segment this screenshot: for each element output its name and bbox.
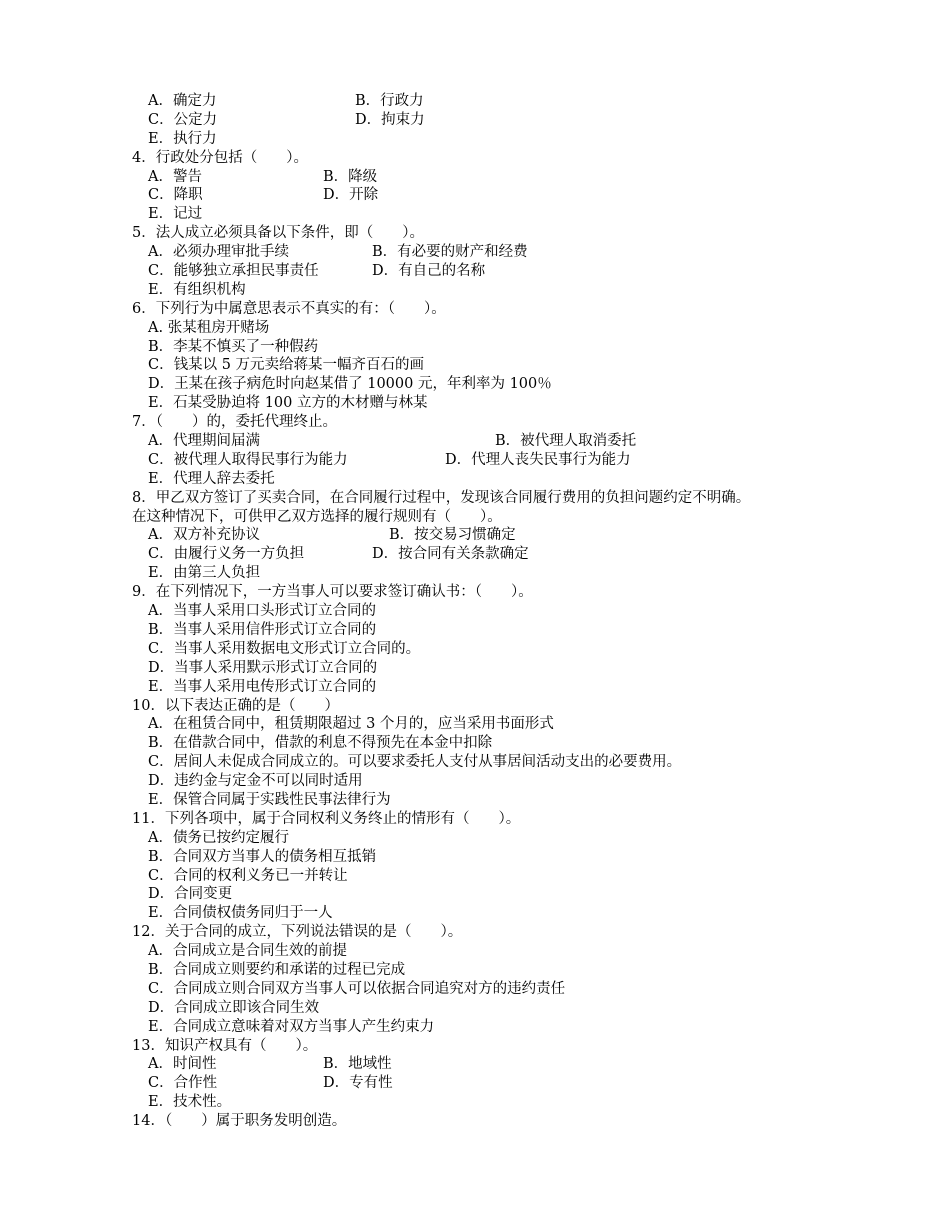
- answer-option: C．当事人采用数据电文形式订立合同的。: [148, 640, 421, 657]
- answer-option: C．钱某以 5 万元卖给蒋某一幅齐百石的画: [148, 357, 425, 374]
- answer-option: C．被代理人取得民事行为能力: [148, 451, 348, 468]
- answer-option: B．被代理人取消委托: [495, 433, 637, 450]
- answer-option: D．按合同有关条款确定: [372, 546, 529, 563]
- answer-option: A．当事人采用口头形式订立合同的: [148, 603, 376, 620]
- answer-option: E．合同债权债务同归于一人: [148, 905, 333, 922]
- answer-option-row: [132, 111, 832, 130]
- answer-option: A．在租赁合同中，租赁期限超过 3 个月的，应当采用书面形式: [148, 716, 554, 733]
- answer-option: D．代理人丧失民事行为能力: [445, 451, 631, 468]
- answer-option-row: [132, 186, 832, 205]
- answer-option: D．违约金与定金不可以同时适用: [148, 773, 363, 790]
- answer-option: A．代理期间届满: [148, 433, 260, 450]
- answer-option-row: [132, 1055, 832, 1074]
- answer-option: E．石某受胁迫将 100 立方的木材赠与林某: [148, 395, 428, 412]
- answer-option: D．合同变更: [148, 886, 233, 903]
- answer-option-row: [132, 92, 832, 111]
- question-stem: 10．以下表达正确的是（ ）: [132, 697, 339, 714]
- answer-option: D．合同成立即该合同生效: [148, 999, 320, 1016]
- answer-option: A．合同成立是合同生效的前提: [148, 943, 347, 960]
- answer-option: D．开除: [323, 187, 379, 204]
- question-stem: 6．下列行为中属意思表示不真实的有：（ ）。: [132, 300, 446, 317]
- answer-option: B．有必要的财产和经费: [372, 244, 528, 261]
- answer-option: E．代理人辞去委托: [148, 470, 275, 487]
- answer-option: A．警告: [148, 168, 202, 185]
- answer-option: A．确定力: [148, 93, 217, 109]
- answer-option-row: [132, 168, 832, 187]
- answer-option: D．王某在孩子病危时向赵某借了 10000 元，年利率为 100％: [148, 376, 552, 393]
- answer-option: D．拘束力: [355, 111, 425, 128]
- question-stem: 在这种情况下，可供甲乙双方选择的履行规则有（ ）。: [132, 508, 502, 525]
- answer-option: D．当事人采用默示形式订立合同的: [148, 659, 378, 676]
- question-stem: 12．关于合同的成立，下列说法错误的是（ ）。: [132, 924, 463, 941]
- question-stem: 8．甲乙双方签订了买卖合同，在合同履行过程中，发现该合同履行费用的负担问题约定不明确。: [132, 489, 751, 506]
- question-stem: 11．下列各项中，属于合同权利义务终止的情形有（ ）。: [132, 810, 521, 827]
- answer-option: C．居间人未促成合同成立的。可以要求委托人支付从事居间活动支出的必要费用。: [148, 754, 682, 771]
- answer-option: C．降职: [148, 187, 203, 204]
- answer-option: A. 张某租房开赌场: [148, 319, 270, 336]
- answer-option-row: [132, 526, 832, 545]
- answer-option: A．时间性: [148, 1056, 217, 1073]
- answer-option: C．公定力: [148, 111, 218, 128]
- answer-option-row: [132, 432, 832, 451]
- answer-option: E．由第三人负担: [148, 565, 261, 582]
- answer-option: B．李某不慎买了一种假药: [148, 338, 319, 355]
- answer-option: E．合同成立意味着对双方当事人产生约束力: [148, 1018, 435, 1035]
- answer-option: E．记过: [148, 206, 203, 223]
- answer-option: B．在借款合同中，借款的利息不得预先在本金中扣除: [148, 735, 493, 752]
- question-stem: 4．行政处分包括（ ）。: [132, 149, 308, 166]
- answer-option: E．技术性。: [148, 1094, 232, 1111]
- answer-option: A．债务已按约定履行: [148, 829, 289, 846]
- answer-option: B．行政力: [355, 93, 424, 109]
- answer-option: E．有组织机构: [148, 281, 246, 298]
- answer-option-row: [132, 545, 832, 564]
- answer-option: E．当事人采用电传形式订立合同的: [148, 678, 377, 695]
- question-list: [132, 92, 832, 1131]
- question-stem: 13．知识产权具有（ ）。: [132, 1037, 318, 1054]
- answer-option: A．双方补充协议: [148, 527, 260, 544]
- answer-option: E．保管合同属于实践性民事法律行为: [148, 791, 391, 808]
- answer-option-row: [132, 243, 832, 262]
- question-stem: 7．（ ）的，委托代理终止。: [132, 414, 337, 431]
- answer-option: D．专有性: [323, 1075, 393, 1092]
- answer-option-row: [132, 451, 832, 470]
- answer-option: E．执行力: [148, 130, 217, 147]
- answer-option: C．由履行义务一方负担: [148, 546, 305, 563]
- answer-option: B．按交易习惯确定: [389, 527, 516, 544]
- question-stem: 5．法人成立必须具备以下条件，即（ ）。: [132, 225, 424, 242]
- answer-option: D．有自己的名称: [372, 263, 486, 280]
- answer-option: B．地域性: [323, 1056, 392, 1073]
- answer-option: B．合同双方当事人的债务相互抵销: [148, 848, 377, 865]
- answer-option: C．能够独立承担民事责任: [148, 263, 319, 280]
- answer-option: B．合同成立则要约和承诺的过程已完成: [148, 961, 406, 978]
- answer-option: A．必须办理审批手续: [148, 244, 289, 261]
- answer-option: B．当事人采用信件形式订立合同的: [148, 621, 377, 638]
- question-stem: 14．（ ）属于职务发明创造。: [132, 1113, 347, 1130]
- answer-option: C．合作性: [148, 1075, 218, 1092]
- answer-option: C．合同的权利义务已一并转让: [148, 867, 348, 884]
- answer-option: B．降级: [323, 168, 378, 185]
- answer-option-row: [132, 1074, 832, 1093]
- answer-option-row: [132, 262, 832, 281]
- answer-option: C．合同成立则合同双方当事人可以依据合同追究对方的违约责任: [148, 980, 566, 997]
- question-stem: 9．在下列情况下，一方当事人可以要求签订确认书：（ ）。: [132, 584, 533, 601]
